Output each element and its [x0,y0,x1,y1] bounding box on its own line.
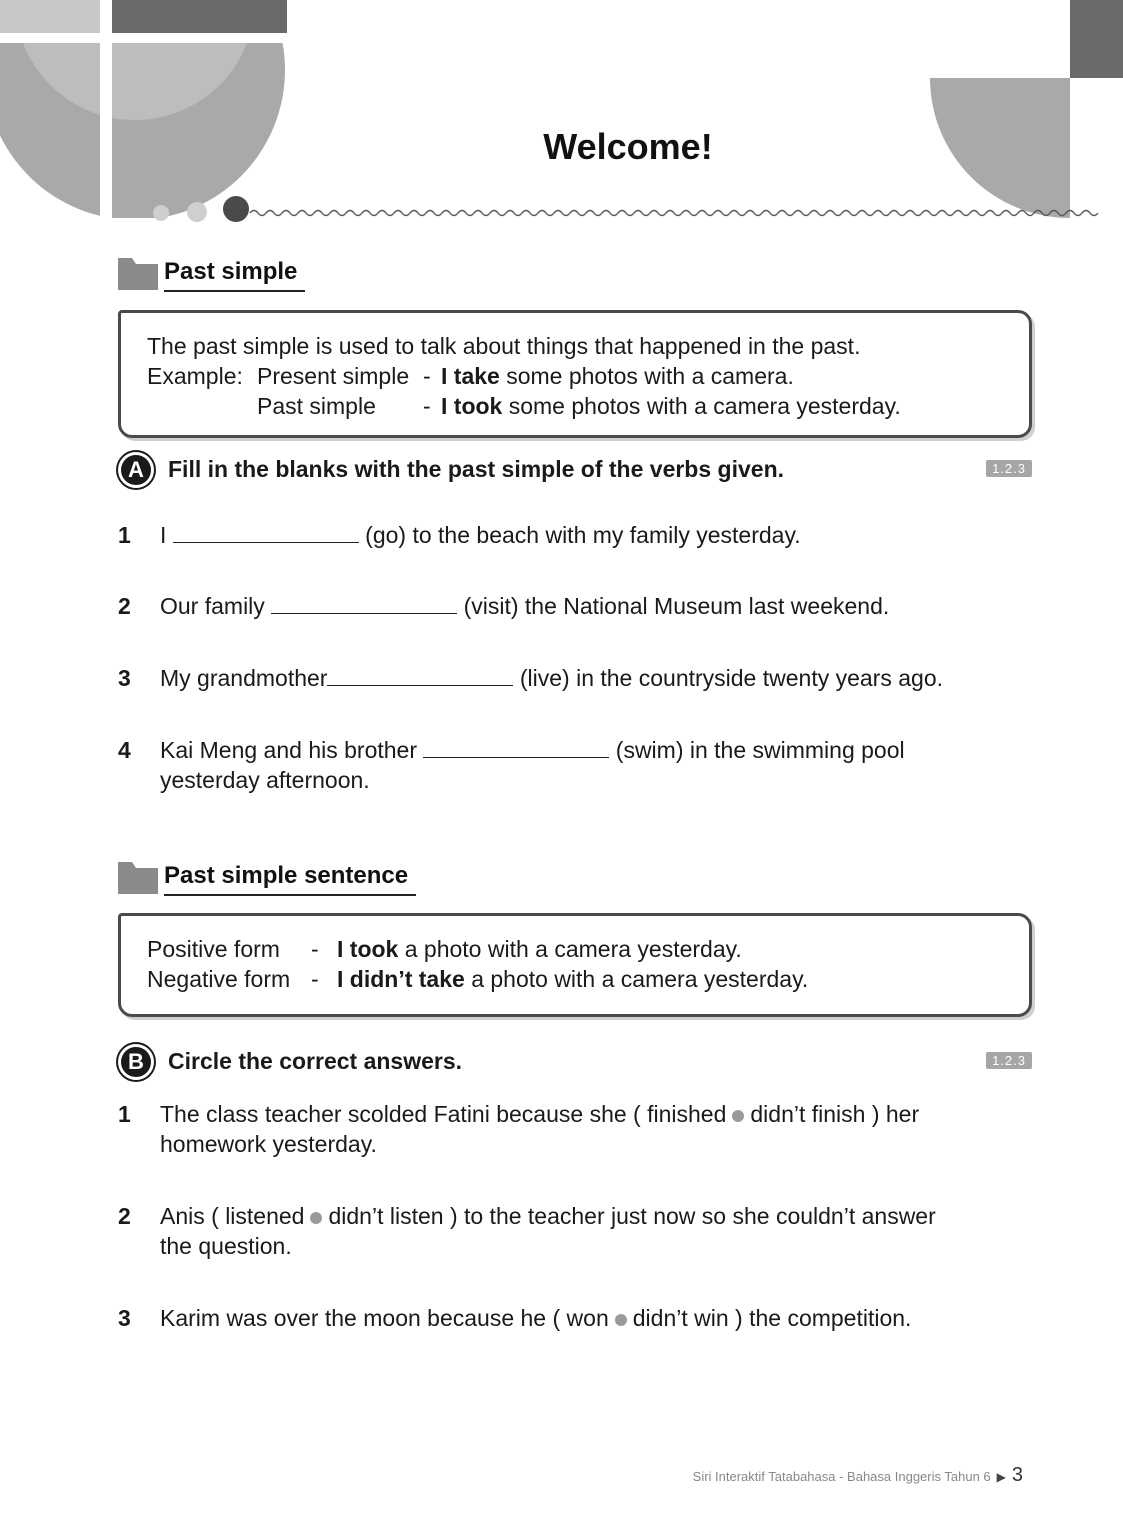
item-text-before: Anis ( [160,1203,219,1229]
option-separator-icon [310,1212,322,1224]
option-separator-icon [615,1314,627,1326]
item-text-before: Karim was over the moon because he ( [160,1305,561,1331]
example-label: Example: [147,363,243,389]
task-a-instruction: Fill in the blanks with the past simple of the verbs given. [168,456,785,482]
answer-option[interactable]: listened [225,1203,305,1229]
item-number: 1 [118,522,131,548]
folder-icon [118,256,158,290]
item-text-after: ) her [871,1101,920,1127]
negative-dash: - [311,966,319,992]
page-number: 3 [1011,1464,1023,1486]
item-number: 4 [118,737,131,763]
negative-example [337,966,808,993]
task-b-instruction: Circle the correct answers. [168,1048,463,1074]
top-right-quarter-circle [930,0,1123,218]
answer-blank[interactable] [423,737,609,758]
item-text-line2: homework yesterday. [160,1131,377,1157]
past-verb: took [453,393,503,419]
triangle-right-icon: ▶ [996,1470,1006,1484]
answer-option[interactable]: didn’t finish [750,1101,866,1127]
item-number: 2 [118,1203,131,1229]
item-text-after: ) to the teacher just now so she couldn’t answer [449,1203,936,1229]
past-rest: some photos with a camera yesterday. [508,393,901,419]
task-a-letter: A [118,452,154,488]
answer-blank[interactable] [173,522,359,543]
present-rest: some photos with a camera. [506,363,794,389]
item-text-before: I [160,522,167,548]
answer-option[interactable]: won [566,1305,609,1331]
item-text-after: ) the competition. [735,1305,912,1331]
item-text-after: (go) to the beach with my family yesterday. [365,522,801,548]
past-example [441,393,901,420]
section-heading-label: Past simple sentence [164,862,416,896]
item-text-before: My grandmother [160,665,328,691]
negative-rest: a photo with a camera yesterday. [471,966,809,992]
positive-bold: I took [337,936,399,962]
positive-example [337,936,742,963]
header-decoration [0,0,1123,230]
rule-explanation: The past simple is used to talk about things that happened in the past. [147,333,861,359]
top-left-circle-graphic [0,0,300,230]
section-heading-label: Past simple [164,258,305,292]
positive-form-label: Positive form [147,936,280,962]
item-text-line2: the question. [160,1233,292,1259]
task-b-letter: B [118,1044,154,1080]
task-a-header [118,452,1032,492]
item-text-before: Kai Meng and his brother [160,737,417,763]
item-text-before: Our family [160,593,265,619]
item-text-after: (swim) in the swimming pool [615,737,905,763]
answer-blank[interactable] [271,593,457,614]
item-text-after: (visit) the National Museum last weekend. [463,593,890,619]
present-pronoun: I [441,363,448,389]
past-pronoun: I [441,393,448,419]
present-verb: take [453,363,500,389]
answer-blank[interactable] [327,665,513,686]
item-number: 1 [118,1101,131,1127]
sentence-form-box [118,913,1032,1017]
item-text-after: (live) in the countryside twenty years ago. [519,665,944,691]
present-dash: - [423,363,431,389]
item-text-line2: yesterday afternoon. [160,767,370,793]
answer-option[interactable]: didn’t win [632,1305,729,1331]
task-b-badge: 1.2.3 [986,1052,1032,1069]
answer-option[interactable]: didn’t listen [328,1203,444,1229]
item-number: 3 [118,665,131,691]
past-dash: - [423,393,431,419]
negative-form-label: Negative form [147,966,291,992]
page-footer [693,1464,1023,1487]
task-a-badge: 1.2.3 [986,460,1032,477]
folder-icon [118,860,158,894]
item-number: 2 [118,593,131,619]
task-b-header [118,1044,1032,1084]
negative-bold: I didn’t take [337,966,465,992]
present-example [441,363,794,390]
past-simple-label: Past simple [257,393,376,419]
answer-option[interactable]: finished [647,1101,727,1127]
past-simple-rule-box [118,310,1032,438]
item-text-before: The class teacher scolded Fatini because she ( [160,1101,641,1127]
item-number: 3 [118,1305,131,1331]
present-simple-label: Present simple [257,363,410,389]
option-separator-icon [732,1110,744,1122]
page-title: Welcome! [543,126,713,167]
footer-series-title: Siri Interaktif Tatabahasa - Bahasa Inggeris Tahun 6 [692,1469,991,1484]
positive-dash: - [311,936,319,962]
positive-rest: a photo with a camera yesterday. [404,936,742,962]
